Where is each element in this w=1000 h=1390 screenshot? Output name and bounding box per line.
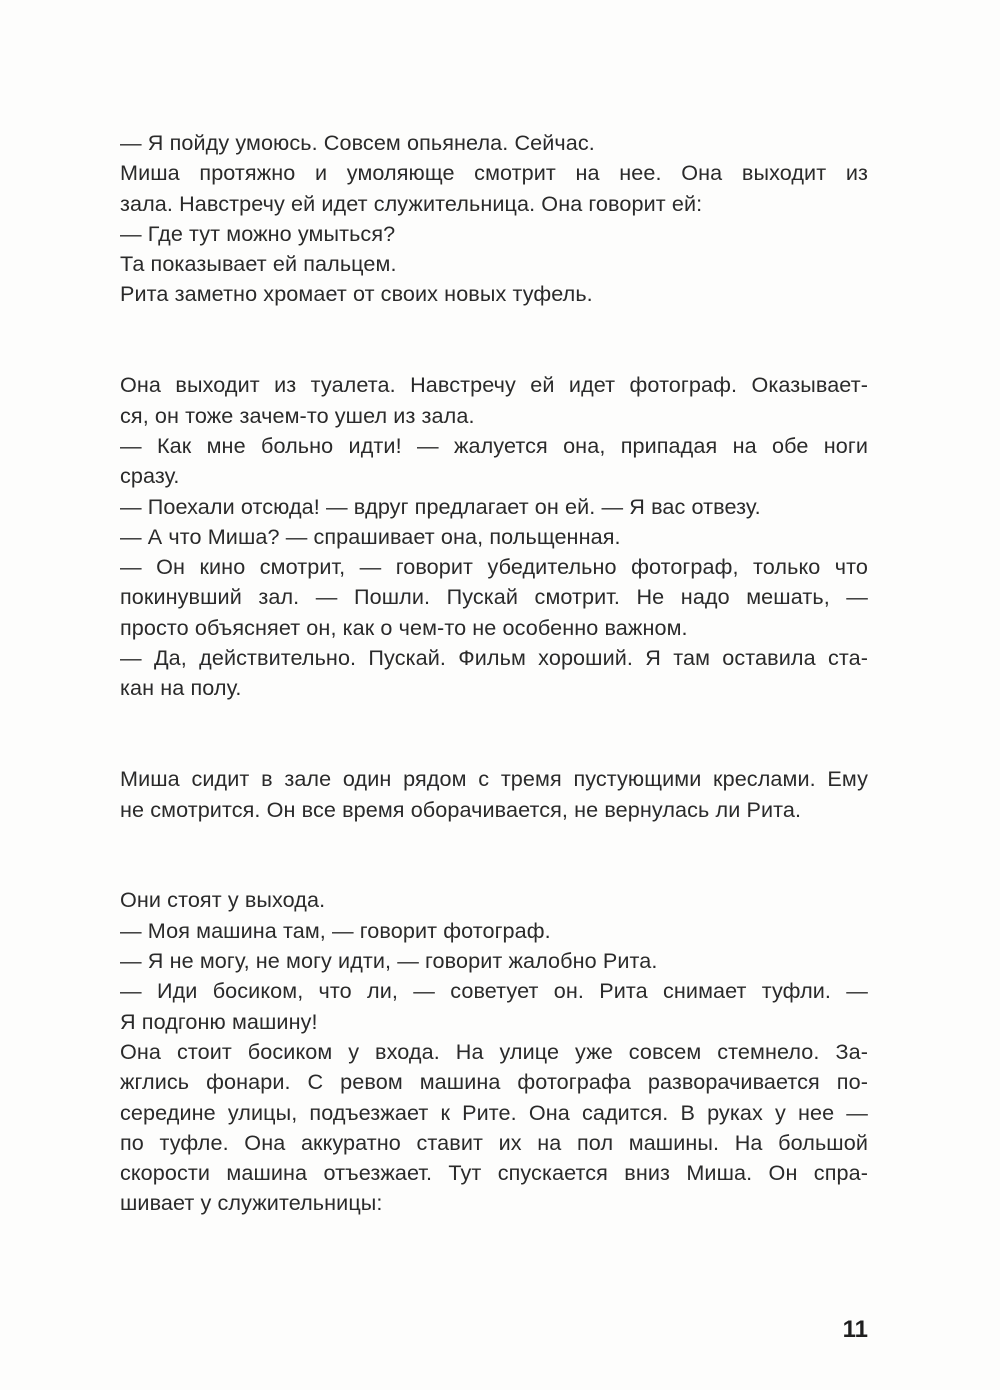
text-line: ся, он тоже зачем-то ушел из зала.: [120, 402, 475, 428]
text-line: — Он кино смотрит, — говорит убедительно фотограф, только что: [120, 554, 868, 580]
text-line: по туфле. Она аккуратно ставит их на пол машины. На большой: [120, 1129, 868, 1155]
text-line: — Как мне больно идти! — жалуется она, припадая на обе ноги: [120, 432, 868, 458]
text-line: Она стоит босиком у входа. На улице уже совсем стемнело. За-: [120, 1038, 868, 1064]
text-line: — А что Миша? — спрашивает она, польщенная.: [120, 523, 621, 549]
text-line: сразу.: [120, 463, 180, 489]
paragraph-2: [120, 370, 868, 703]
text-line: Она выходит из туалета. Навстречу ей идет фотограф. Оказывает-: [120, 372, 868, 398]
text-line: Миша протяжно и умоляюще смотрит на нее. Она выходит из: [120, 160, 868, 186]
paragraph-gap: [120, 704, 868, 765]
text-line: — Поехали отсюда! — вдруг предлагает он ей. — Я вас отвезу.: [120, 493, 761, 519]
paragraph-gap: [120, 825, 868, 886]
text-line: Рита заметно хромает от своих новых туфель.: [120, 281, 593, 307]
paragraph-4: [120, 885, 868, 1218]
text-line: зала. Навстречу ей идет служительница. Она говорит ей:: [120, 190, 703, 216]
paragraph-3: [120, 764, 868, 825]
text-line: Та показывает ей пальцем.: [120, 251, 397, 277]
text-line: — Моя машина там, — говорит фотограф.: [120, 917, 551, 943]
text-line: — Я пойду умоюсь. Совсем опьянела. Сейчас.: [120, 130, 595, 155]
text-line: кан на полу.: [120, 675, 242, 701]
text-line: Они стоят у выхода.: [120, 887, 326, 913]
text-line: — Я не могу, не могу идти, — говорит жалобно Рита.: [120, 948, 658, 974]
text-line: просто объясняет он, как о чем-то не особенно важном.: [120, 614, 688, 640]
text-line: покинувший зал. — Пошли. Пускай смотрит. Не надо мешать, —: [120, 584, 868, 610]
text-line: — Где тут можно умыться?: [120, 220, 396, 246]
text-line: не смотрится. Он все время оборачивается, не вернулась ли Рита.: [120, 796, 802, 822]
body-text: [120, 128, 868, 1219]
text-line: Миша сидит в зале один рядом с тремя пустующими креслами. Ему: [120, 766, 868, 792]
text-line: — Да, действительно. Пускай. Фильм хороший. Я там оставила ста-: [120, 645, 868, 671]
text-line: шивает у служительницы:: [120, 1190, 383, 1216]
text-line: — Иди босиком, что ли, — советует он. Рита снимает туфли. —: [120, 978, 868, 1004]
text-line: Я подгоню машину!: [120, 1008, 318, 1034]
page-number: 11: [842, 1316, 868, 1343]
paragraph-gap: [120, 310, 868, 371]
text-line: скорости машина отъезжает. Тут спускается вниз Миша. Он спра-: [120, 1160, 868, 1186]
paragraph-1: [120, 128, 868, 310]
text-line: жглись фонари. С ревом машина фотографа разворачивается по-: [120, 1069, 868, 1095]
text-line: середине улицы, подъезжает к Рите. Она садится. В руках у нее —: [120, 1099, 868, 1125]
